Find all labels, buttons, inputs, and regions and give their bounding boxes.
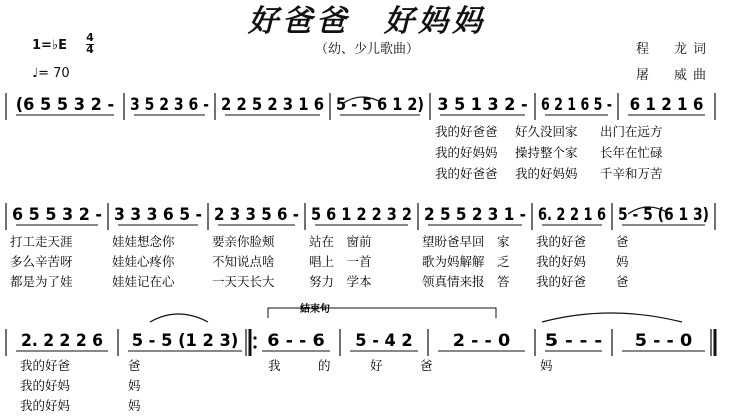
lyric-text: 娃娃心疼你: [112, 254, 175, 269]
measure-notes: 5 6 1 2 2 3 2: [311, 205, 412, 225]
meter-bottom: 4: [86, 43, 94, 56]
lyric-text: 我的好妈: [20, 378, 71, 393]
lyric-text: 好久没回家: [515, 124, 578, 139]
measure-notes: 6 - - 6: [267, 331, 325, 351]
lyric-text: 娃娃想念你: [112, 234, 175, 249]
lyric-text: 我的好爸爸: [435, 166, 498, 181]
lyric-text: 领真情来报 答: [422, 274, 510, 289]
measure-notes: 2 5 5 2 3 1 -: [424, 205, 526, 225]
lyric-text: 爸: [128, 358, 141, 373]
tempo-marking: ♩= 70: [32, 66, 70, 81]
lyric-text: 我的好妈妈: [515, 166, 578, 181]
lyric-text: 我的好妈: [20, 398, 71, 413]
lyric-text: 都是为了娃: [10, 274, 73, 289]
measure-notes: 3 5 2 3 6 -: [130, 95, 209, 115]
measure-notes: 6 2 1 6 5 -: [541, 95, 612, 115]
measure-notes: 5 - 5 (1 2 3): [131, 331, 239, 351]
lyric-text: 妈: [128, 378, 141, 393]
lyric-text: 我的好爸: [536, 274, 587, 289]
lyric-text: 歌为妈解解 乏: [422, 254, 510, 269]
lyric-text: 努力 学本: [309, 274, 372, 289]
measure-notes: 2 2 5 2 3 1 6: [221, 95, 324, 115]
measure-notes: 6 1 2 1 6: [629, 95, 704, 115]
measure-notes: 6. 2 2 1 6: [538, 205, 606, 225]
lyric-text: 爸: [616, 234, 629, 249]
ending-lyric: 我: [268, 358, 281, 373]
repeat-dot: [253, 336, 256, 339]
ending-label: 結束句: [300, 304, 330, 315]
measure-notes: 2 - - 0: [452, 331, 511, 351]
key-signature: 1=♭E: [32, 38, 67, 53]
measure-notes: 2 3 3 5 6 -: [214, 205, 299, 225]
ending-lyric: 妈: [540, 358, 553, 373]
lyric-text: 爸: [616, 274, 629, 289]
lyric-text: 多么辛苦呀: [10, 254, 73, 269]
lyric-text: 我的好爸: [20, 358, 71, 373]
lyric-text: 出门在远方: [600, 124, 663, 139]
lyric-text: 操持整个家: [515, 145, 578, 160]
composer-credit: 屠 威曲: [636, 68, 713, 83]
lyric-text: 我的好妈: [536, 254, 587, 269]
lyric-text: 长年在忙碌: [600, 145, 663, 160]
measure-notes: 3 3 3 6 5 -: [114, 205, 202, 225]
ending-lyric: 好: [370, 358, 383, 373]
meter-top: 4: [86, 31, 94, 44]
measure-notes: 6 5 5 3 2 -: [12, 205, 102, 225]
lyric-text: 娃娃记在心: [112, 274, 175, 289]
song-title: 好爸爸 好妈妈: [248, 4, 486, 39]
measure-notes: 2. 2 2 2 6: [21, 331, 103, 351]
lyric-text: 我的好爸爸: [435, 124, 498, 139]
ending-lyric: 爸: [420, 358, 433, 373]
ending-lyric: 的: [318, 358, 331, 373]
lyricist-credit: 程 龙词: [636, 42, 713, 57]
lyric-text: 望盼爸早回 家: [422, 234, 510, 249]
measure-notes: 5 - 5 (6 1 3): [618, 205, 709, 225]
lyric-text: 不知说点啥: [212, 254, 275, 269]
measure-notes: 5 - - 0: [634, 331, 693, 351]
lyric-text: 千辛和万苦: [600, 166, 663, 181]
measure-notes: (6 5 5 3 2 -: [15, 95, 115, 115]
lyric-text: 妈: [128, 398, 141, 413]
lyric-text: 唱上 一首: [309, 254, 372, 269]
lyric-text: 站在 窗前: [309, 234, 372, 249]
lyric-text: 一天天长大: [212, 274, 275, 289]
lyric-text: 我的好爸: [536, 234, 587, 249]
measure-notes: 5 - 5 6 1 2): [336, 95, 424, 115]
measure-notes: 5 - - -: [544, 331, 603, 351]
slur: [542, 313, 682, 322]
lyric-text: 妈: [616, 254, 629, 269]
slur: [150, 314, 208, 322]
lyric-text: 打工走天涯: [10, 234, 73, 249]
repeat-dot: [253, 345, 256, 348]
lyric-text: 要亲你脸颊: [212, 234, 275, 249]
measure-notes: 5 - 4 2: [355, 331, 413, 351]
lyric-text: 我的好妈妈: [435, 145, 498, 160]
song-subtitle: （幼、少儿歌曲）: [314, 42, 419, 57]
measure-notes: 3 5 1 3 2 -: [437, 95, 528, 115]
